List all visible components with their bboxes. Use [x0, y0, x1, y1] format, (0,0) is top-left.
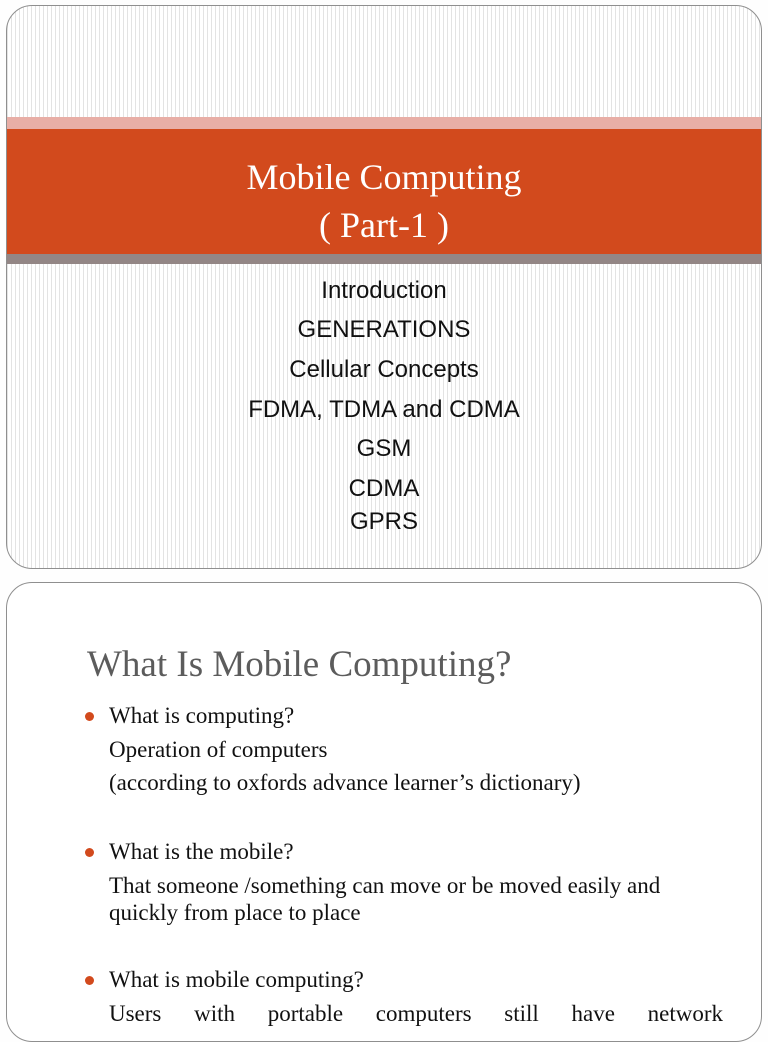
topic-item: GPRS [349, 508, 418, 535]
topic-item: CDMA [348, 475, 420, 502]
topic-item: Cellular Concepts [289, 356, 479, 383]
bullet-answer: quickly from place to place [109, 900, 361, 925]
topic-item: GSM [356, 435, 412, 462]
bullet-question: What is mobile computing? [109, 967, 364, 992]
bullet-dot-icon [85, 848, 94, 857]
content-slide [6, 582, 762, 1042]
bullet-question: What is computing? [109, 703, 295, 728]
title-bottom-accent-band [7, 254, 761, 264]
bullet-answer: Users with portable computers still have network [109, 1001, 723, 1026]
bullet-question: What is the mobile? [109, 839, 294, 864]
bullet-answer: Operation of computers [109, 737, 328, 762]
topic-item: GENERATIONS [297, 316, 471, 343]
topic-item: Introduction [321, 277, 447, 304]
title-top-accent-band [7, 117, 761, 129]
bullet-dot-icon [85, 712, 94, 721]
slide-title: Mobile Computing [246, 157, 522, 197]
topic-item: FDMA, TDMA and CDMA [248, 396, 520, 423]
bullet-answer: (according to oxfords advance learner’s dictionary) [109, 770, 581, 795]
slide-subtitle: ( Part-1 ) [319, 205, 449, 245]
title-slide [6, 5, 762, 569]
bullet-dot-icon [85, 976, 94, 985]
slide-heading: What Is Mobile Computing? [87, 644, 512, 685]
bullet-answer: That someone /something can move or be moved easily and [109, 873, 661, 898]
